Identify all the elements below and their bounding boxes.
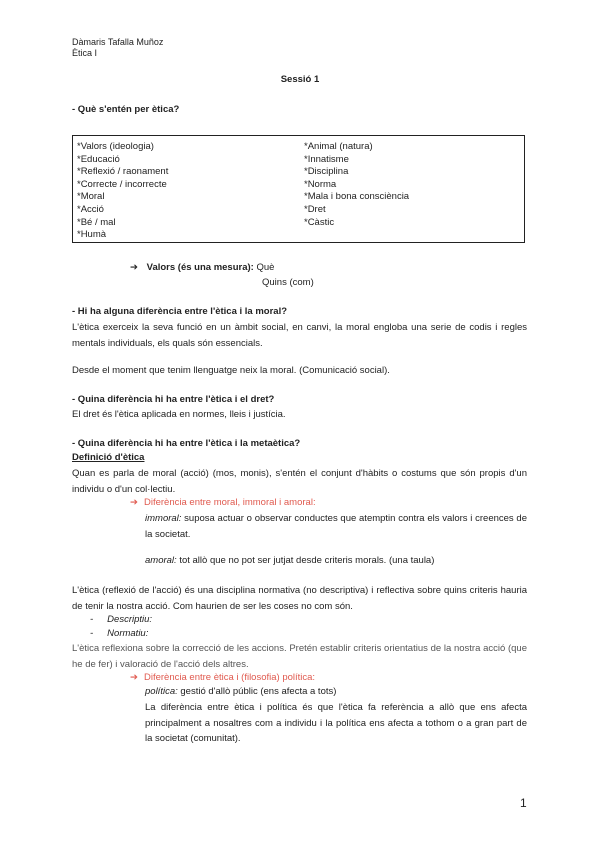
arrow-right-icon: ➔ (130, 497, 138, 508)
concepts-right-column (304, 141, 409, 229)
difference-moral-heading (130, 496, 316, 509)
concept-item: *Humà (77, 229, 107, 241)
question-3: - Quina diferència hi ha entre l'ètica i el dret? (72, 394, 275, 405)
politics-definition (145, 685, 336, 698)
concept-item: *Norma (304, 178, 337, 190)
concept-item: *Dret (304, 203, 326, 215)
concept-item: *Educació (77, 153, 120, 165)
arrow-right-icon: ➔ (130, 672, 138, 683)
page-title: Sessió 1 (280, 74, 320, 85)
paragraph-ethics-reflection: L'ètica reflexiona sobre la correcció de les accions. Pretén establir criteris orientatius de la nostra acció (que he de fer) i valoració de l'acció dels altres. (72, 643, 527, 670)
immoral-term: immoral: (145, 513, 182, 524)
politics-text: gestió d'allò públic (ens afecta a tots) (177, 686, 337, 697)
concept-item: *Acció (77, 203, 104, 215)
values-label: Valors (és una mesura): (146, 262, 254, 273)
concept-item: *Càstic (304, 216, 335, 228)
concept-item: *Moral (77, 191, 105, 203)
list-item (90, 613, 152, 626)
difference-moral-title: Diferència entre moral, immoral i amoral: (144, 497, 316, 508)
question-4: - Quina diferència hi ha entre l'ètica i la metaètica? (72, 438, 301, 449)
amoral-term: amoral: (145, 555, 177, 566)
arrow-right-icon: ➔ (130, 262, 138, 273)
list-dash: - (90, 628, 94, 639)
header-course: Ètica I (72, 48, 98, 58)
amoral-text: tot allò que no pot ser jutjat desde criteris morals. (una taula) (176, 555, 435, 566)
concept-item: *Mala i bona consciència (304, 191, 410, 203)
paragraph-ethics-politics: La diferència entre ètica i política és que l'ètica fa referència a allò que ens afecta principalment a nosaltres com a individu i la política ens afecta a tothom o a gran part de la societat (comunitat). (145, 702, 527, 744)
difference-politics-title: Diferència entre ètica i (filosofia) política: (144, 672, 316, 683)
paragraph-language: Desde el moment que tenim llenguatge neix la moral. (Comunicació social). (72, 365, 390, 376)
values-line (130, 261, 274, 274)
page-number: 1 (520, 796, 527, 810)
concepts-box (72, 135, 525, 243)
question-2: - Hi ha alguna diferència entre l'ètica i la moral? (72, 306, 288, 317)
header-author: Dàmaris Tafalla Muñoz (72, 37, 164, 47)
concept-item: *Animal (natura) (304, 141, 373, 152)
concept-item: *Reflexió / raonament (77, 166, 169, 178)
paragraph-ethics-definition: L'ètica (reflexió de l'acció) és una disciplina normativa (no descriptiva) i reflectiva sobre quins criteris hauria de tenir la nostra acció. Com haurien de ser les coses no com són. (72, 585, 527, 612)
amoral-definition (145, 554, 434, 567)
concepts-left-column (77, 141, 168, 242)
immoral-text: suposa actuar o observar conductes que atemptin contra els valors i creences de la societat. (145, 513, 527, 540)
difference-politics-heading (130, 671, 315, 684)
values-which: Quins (com) (262, 277, 314, 288)
concept-item: *Disciplina (304, 166, 349, 178)
concept-item: *Valors (ideologia) (77, 141, 154, 152)
politics-term: política: (145, 686, 178, 697)
definition-title: Definició d'ètica (72, 452, 145, 463)
concept-item: *Innatisme (304, 153, 349, 165)
concept-item: *Correcte / incorrecte (77, 178, 167, 190)
paragraph-ethics-moral: L'ètica exerceix la seva funció en un àmbit social, en canvi, la moral engloba una serie de codis i regles mentals individuals, els quals són essencials. (72, 322, 527, 349)
paragraph-moral-definition: Quan es parla de moral (acció) (mos, monis), s'entén el conjunt d'hàbits o costums que són propis d'un individu o d'un col·lectiu. (72, 468, 527, 495)
concept-item: *Bé / mal (77, 216, 116, 228)
list-dash: - (90, 614, 94, 625)
list-item (90, 627, 148, 640)
paragraph-law: El dret és l'ètica aplicada en normes, lleis i justícia. (72, 409, 286, 420)
values-what: Què (256, 262, 275, 273)
question-1: - Què s'entén per ètica? (72, 104, 180, 115)
list-text: Normatiu: (107, 628, 149, 639)
immoral-definition (145, 511, 527, 542)
list-text: Descriptiu: (107, 614, 153, 625)
